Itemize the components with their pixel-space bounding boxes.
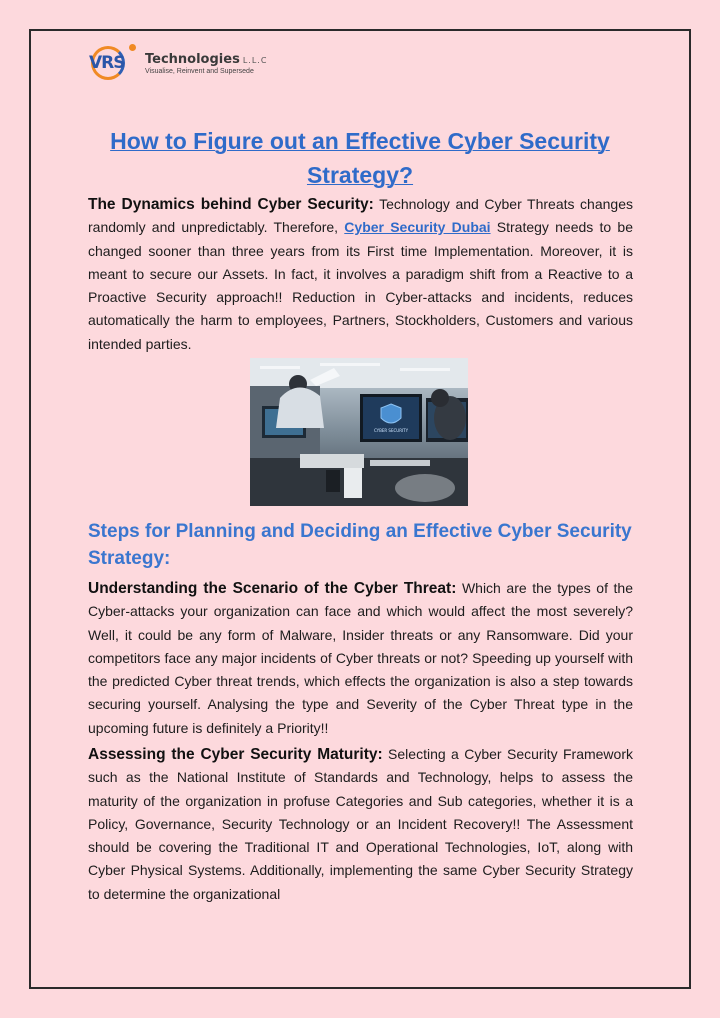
section-heading: Steps for Planning and Deciding an Effective Cyber Security Strategy: [88, 521, 632, 569]
threat-scenario-lead: Understanding the Scenario of the Cyber Threat: [88, 580, 457, 597]
intro-text-b: Strategy needs to be changed sooner than three years from its First time Implementation. Moreover, it is meant to secure our Assets. In fact, it involves a paradigm shift from a Reactive to a Proactive Security approach!! Reduction in Cyber-attacks and incidents, reduces automatically the harm to employees, Partners, Stockholders, Customers and various intended parties. [88, 219, 633, 352]
logo-text [145, 52, 267, 75]
intro-lead: The Dynamics behind Cyber Security: [88, 196, 374, 213]
intro-paragraph [88, 193, 633, 356]
logo-suffix: L.L.C [242, 55, 268, 65]
threat-scenario-paragraph [88, 577, 633, 740]
maturity-text: Selecting a Cyber Security Framework such as the National Institute of Standards and Technology, helps to assess the maturity of the organization in profuse Categories and Sub categories, whether it is a Policy, Governance, Security Technology or an Incident Recovery!! The Assessment should be covering the Traditional IT and Operational Technologies, IoT, along with Cyber Physical Systems. Additionally, implementing the same Cyber Security Strategy to determine the organizational [88, 746, 633, 902]
company-logo[interactable] [87, 44, 267, 82]
logo-name [145, 52, 267, 67]
intro-text-a: Technology and Cyber Threats changes randomly and unpredictably. Therefore, [88, 196, 633, 236]
maturity-lead: Assessing the Cyber Security Maturity: [88, 746, 383, 763]
page-title[interactable]: How to Figure out an Effective Cyber Security Strategy? [110, 128, 610, 188]
logo-tagline: Visualise, Reinvent and Supersede [145, 67, 254, 75]
screen-label: CYBER SECURITY [373, 428, 409, 433]
logo-mark [87, 44, 143, 82]
cyber-security-dubai-link[interactable]: Cyber Security Dubai [344, 219, 491, 236]
logo-vrs-text: VRS [89, 53, 125, 73]
threat-scenario-text: Which are the types of the Cyber-attacks your organization can face and which would affect the most severely? Well, it could be any form of Malware, Insider threats or any Ransomware. Did your competitors face any major incidents of Cyber threats or not? Speeding up yourself with the predicted Cyber threat trends, which effects the organization is also a step towards securing yourself. Analysing the type and Severity of the Cyber Threat type in the upcoming future is definitely a Priority!! [88, 580, 633, 736]
cyber-security-office-photo [250, 358, 468, 506]
logo-dot-icon [129, 44, 136, 51]
logo-name-text: Technologies [145, 51, 240, 67]
maturity-paragraph [88, 743, 633, 906]
